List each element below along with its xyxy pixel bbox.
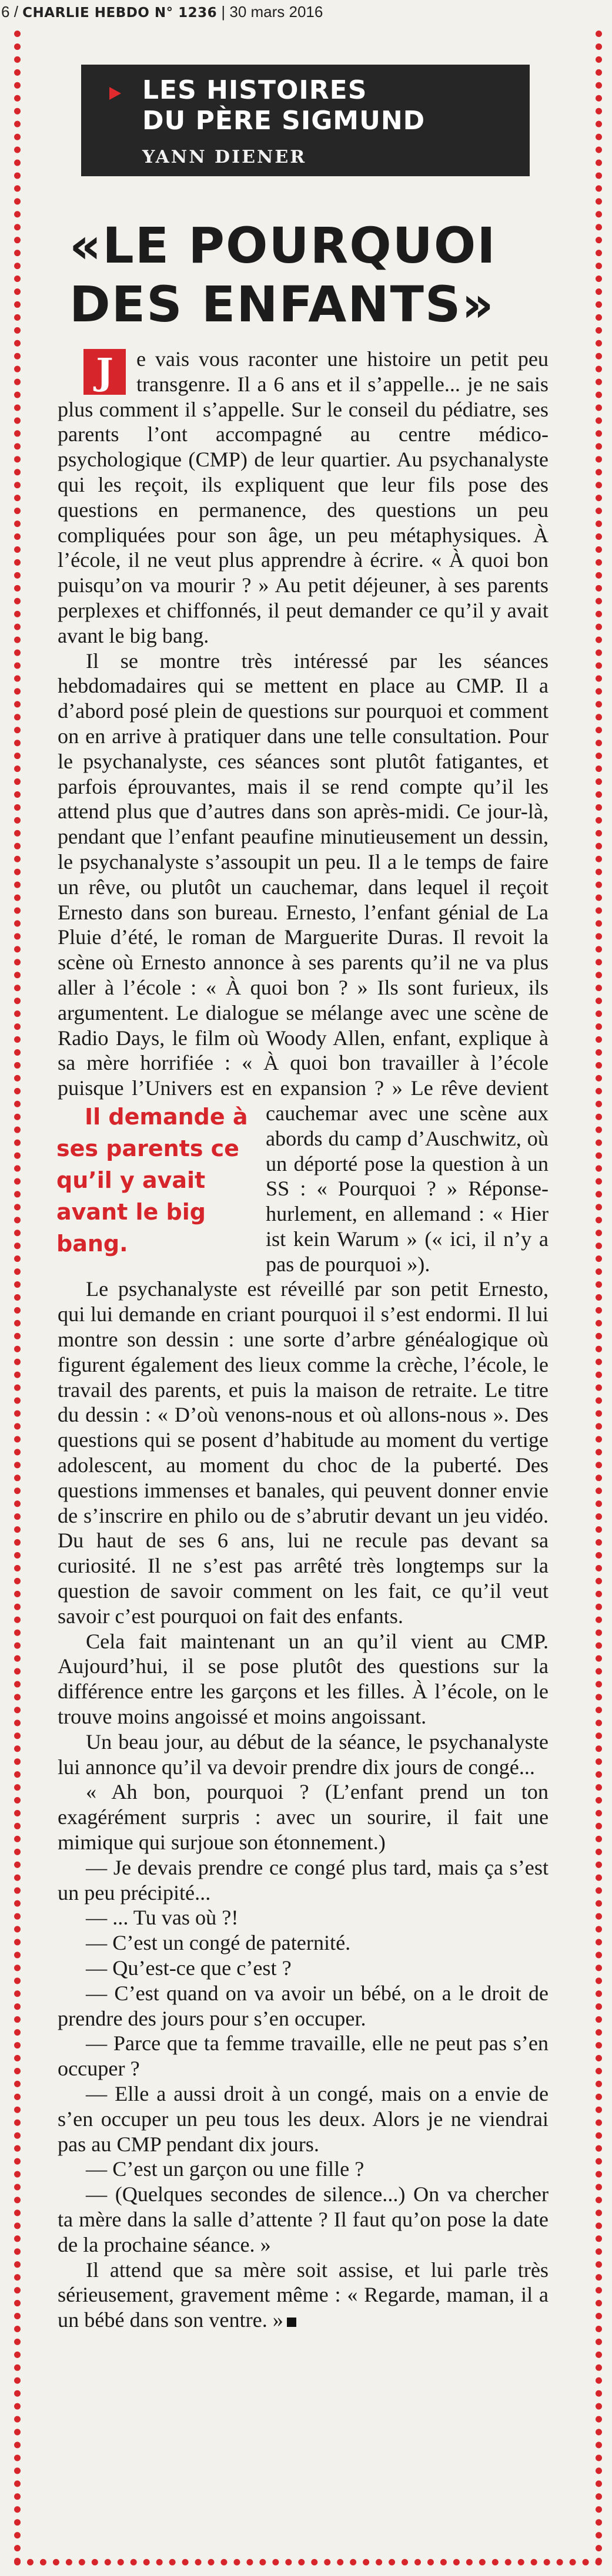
paragraph: Le psychanalyste est réveillé par son petit Ernesto, qui lui demande en criant pourquoi il s’est endormi. Il lui montre son dessin : une sorte d’arbre généalogique où figurent également des lieux comme la crèche, l’école, le travail des parents, et puis la maison de retraite. Le titre du dessin : « D’où venons-nous et où allons-nous ». Des questions qui se posent d’habitude au moment du vertige adolescent, au moment du choc de la puberté. Des questions immenses et banales, qui peuvent donner envie de s’inscrire en philo ou de s’abrutir devant un jeu vidéo. Du haut de ses 6 ans, lui ne recule pas devant sa curiosité. Il ne s’est pas arrêté très longtemps sur la question de savoir comment on les fait, ce qu’il veut savoir c’est pourquoi on fait des enfants. <box>58 1277 549 1628</box>
series-title: LES HISTOIRES DU PÈRE SIGMUND <box>142 75 426 136</box>
issue-date: 30 mars 2016 <box>229 3 323 21</box>
dialogue-line: — Parce que ta femme travaille, elle ne peut pas s’en occuper ? <box>58 2031 549 2081</box>
dialogue-line: — ... Tu vas où ?! <box>86 1906 239 1930</box>
article-body <box>58 347 549 2333</box>
dialogue-line: « Ah bon, pourquoi ? (L’enfant prend un ton exagérément surpris : avec un sourire, il fait une mimique qui surjoue son étonnement.) <box>58 1780 549 1855</box>
column-banner <box>81 65 530 176</box>
header-separator: | <box>221 3 230 21</box>
dialogue-line: — Je devais prendre ce congé plus tard, mais ça s’est un peu précipité... <box>58 1855 549 1905</box>
header-separator: / <box>14 3 23 21</box>
dialogue-line: — Elle a aussi droit à un congé, mais on a envie de s’en occuper un peu tous les deux. Alors je ne viendrai pas au CMP pendant dix jours. <box>58 2081 549 2156</box>
pull-quote: Il demande à ses parents ce qu’il y avait avant le big bang. <box>56 1103 248 1257</box>
drop-cap: J <box>83 349 126 395</box>
page-header <box>0 0 612 23</box>
paragraph: Un beau jour, au début de la séance, le psychanalyste lui annonce qu’il va devoir prendre dix jours de congé... <box>58 1729 549 1779</box>
paragraph: Il attend que sa mère soit assise, et lui parle très sérieusement, gravement même : « Regarde, maman, il a un bébé dans son ventre. » <box>58 2258 549 2332</box>
paragraph: Il se montre très intéressé par les séances hebdomadaires qui se mettent en place au CMP. Il a d’abord posé plein de questions sur pourquoi et comment on en arrive à pratiquer dans une telle consultation. Pour le psychanalyste, ces séances sont plutôt fatigantes, et parfois éprouvantes, mais il se rend compte qu’il les attend plus que d’autres dans son après-midi. Ce jour-là, pendant que l’enfant peaufine minutieusement un dessin, le psychanalyste s’assoupit un peu. Il a le temps de faire un rêve, ou plutôt un cauchemar, dans lequel il reçoit Ernesto dans son bureau. Ernesto, l’enfant génial de La Pluie d’été, le roman de Marguerite Duras. Il revoit la scène où Ernesto annonce à ses parents qu’il ne va plus aller à l’école : « À quoi bon ? » Ils sont furieux, ils argumentent. Le dialogue se mélange avec une scène de Radio Days, le film où Woody Allen, enfant, explique à sa mère horrifiée : « À quoi bon travailler à l’école puisque l’Univers est en expansion ? » Le rêve Il demande à ses parents ce qu’il y avait avant le big bang. devient cauchemar avec une scène aux abords du camp d’Auschwitz, où un déporté pose la question à un SS : « Pourquoi ? » Réponse-hurlement, en allemand : « Hier ist kein Warum » (« ici, il n’y a pas de pourquoi »). <box>56 649 549 1276</box>
publication-name: CHARLIE HEBDO N° 1236 <box>22 5 218 21</box>
dialogue-line: — (Quelques secondes de silence...) On va chercher ta mère dans la salle d’attente ? Il faut qu’on pose la date de la prochaine séance. » <box>58 2182 549 2256</box>
end-mark-icon <box>287 2318 296 2327</box>
paragraph: J e vais vous raconter une histoire un petit peu transgenre. Il a 6 ans et il s’appelle... je ne sais plus comment il s’appelle. Sur le conseil du pédiatre, ses parents l’ont accompagné au centre médico-psychologique (CMP) de leur quartier. Au psychanalyste qui les reçoit, ils expliquent que leur fils pose des questions en permanence, des questions un peu compliquées pour son âge, un peu métaphysiques. À l’école, il ne veut plus apprendre à écrire. « À quoi bon puisqu’on va mourir ? » Au petit déjeuner, à ses parents perplexes et chiffonnés, il peut demander ce qu’il y avait avant le big bang. <box>58 347 549 647</box>
dialogue-line: — C’est quand on va avoir un bébé, on a le droit de prendre des jours pour s’en occuper. <box>58 1981 549 2030</box>
article-headline: «LE POURQUOI DES ENFANTS» <box>69 217 497 333</box>
author-name: YANN DIENER <box>142 147 307 167</box>
paragraph: Cela fait maintenant un an qu’il vient au CMP. Aujourd’hui, il se pose plutôt des questions sur la différence entre les garçons et les filles. À l’école, on le trouve moins angoissé et moins angoissant. <box>58 1629 549 1729</box>
dialogue-line: — C’est un congé de paternité. <box>86 1931 351 1955</box>
dialogue-line: — Qu’est-ce que c’est ? <box>86 1956 292 1980</box>
dialogue-line: — C’est un garçon ou une fille ? <box>86 2157 364 2181</box>
arrow-icon <box>109 87 121 100</box>
page-number: 6 <box>1 3 10 21</box>
